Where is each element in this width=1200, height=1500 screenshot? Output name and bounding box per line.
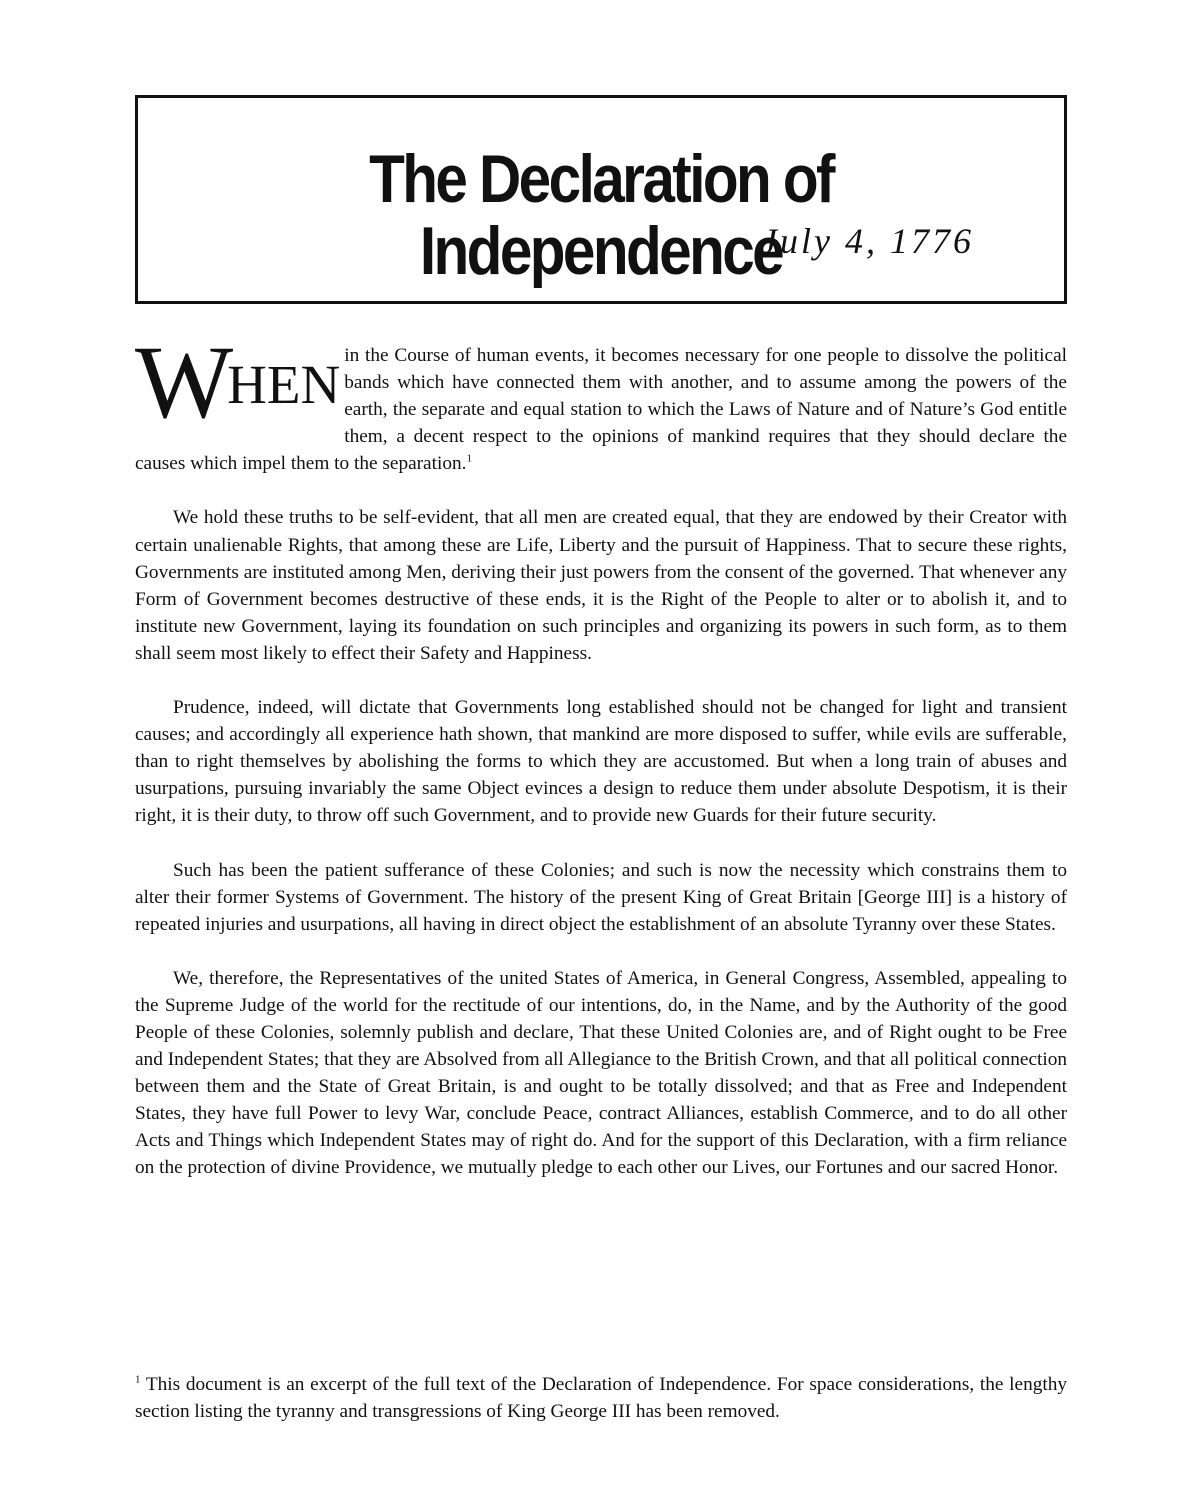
paragraph-5: We, therefore, the Representatives of the united States of America, in General Congress, Assembled, appealing to the Supreme Judge of the world for the rectitude of our intentions, do, in the Name, and by the Authority of the good People of these Colonies, solemnly publish and declare, That these United Colonies are, and of Right ought to be Free and Independent States; that they are Absolved from all Allegiance to the British Crown, and that all political connection between them and the State of Great Britain, is and ought to be totally dissolved; and that as Free and Independent States, they have full Power to levy War, conclude Peace, contract Alliances, establish Commerce, and to do all other Acts and Things which Independent States may of right do. And for the support of this Declaration, with a firm reliance on the protection of divine Providence, we mutually pledge to each other our Lives, our Fortunes and our sacred Honor. [135,967,1067,1179]
paragraph-2: We hold these truths to be self-evident, that all men are created equal, that they are endowed by their Creator with certain unalienable Rights, that among these are Life, Liberty and the pursuit of Happiness. That to secure these rights, Governments are instituted among Men, deriving their just powers from the consent of the governed. That whenever any Form of Government becomes destructive of these ends, it is the Right of the People to alter or to abolish it, and to institute new Government, laying its foundation on such principles and organizing its powers in such form, as to them shall seem most likely to effect their Safety and Happiness. [135,507,1067,664]
footnote [135,1371,1067,1425]
title-box [135,95,1067,304]
footnote-text: This document is an excerpt of the full text of the Declaration of Independence. For space considerations, the lengthy section listing the tyranny and transgressions of King George III has been removed. [135,1374,1067,1423]
document-date: July 4, 1776 [761,221,974,261]
paragraph-3: Prudence, indeed, will dictate that Governments long established should not be changed for light and transient causes; and accordingly all experience hath shown, that mankind are more disposed to suffer, while evils are sufferable, than to right themselves by abolishing the forms to which they are accustomed. But when a long train of abuses and usurpations, pursuing invariably the same Object evinces a design to reduce them under absolute Despotism, it is their right, it is their duty, to throw off such Government, and to provide new Guards for their future security. [135,697,1067,827]
drop-cap [135,325,341,440]
footnote-marker: 1 [135,1373,141,1386]
paragraph-1 [135,325,1067,477]
paragraph-1-text: in the Course of human events, it becomes necessary for one people to dissolve the political bands which have connected them with another, and to assume among the powers of the earth, the separate and equal station to which the Laws of Nature and of Nature’s God entitle them, a decent respect to the opinions of mankind requires that they should declare the causes which impel them to the separation. [135,345,1067,475]
document-body [135,325,1067,1209]
drop-cap-initial: W [135,325,228,440]
document-title: The Declaration of Independence [369,141,833,289]
paragraph-4: Such has been the patient sufferance of these Colonies; and such is now the necessity which constrains them to alter their former Systems of Government. The history of the present King of Great Britain [George III] is a history of repeated injuries and usurpations, all having in direct object the establishment of an absolute Tyranny over these States. [135,859,1067,935]
footnote-reference: 1 [466,452,472,465]
drop-cap-rest: HEN [227,354,341,415]
